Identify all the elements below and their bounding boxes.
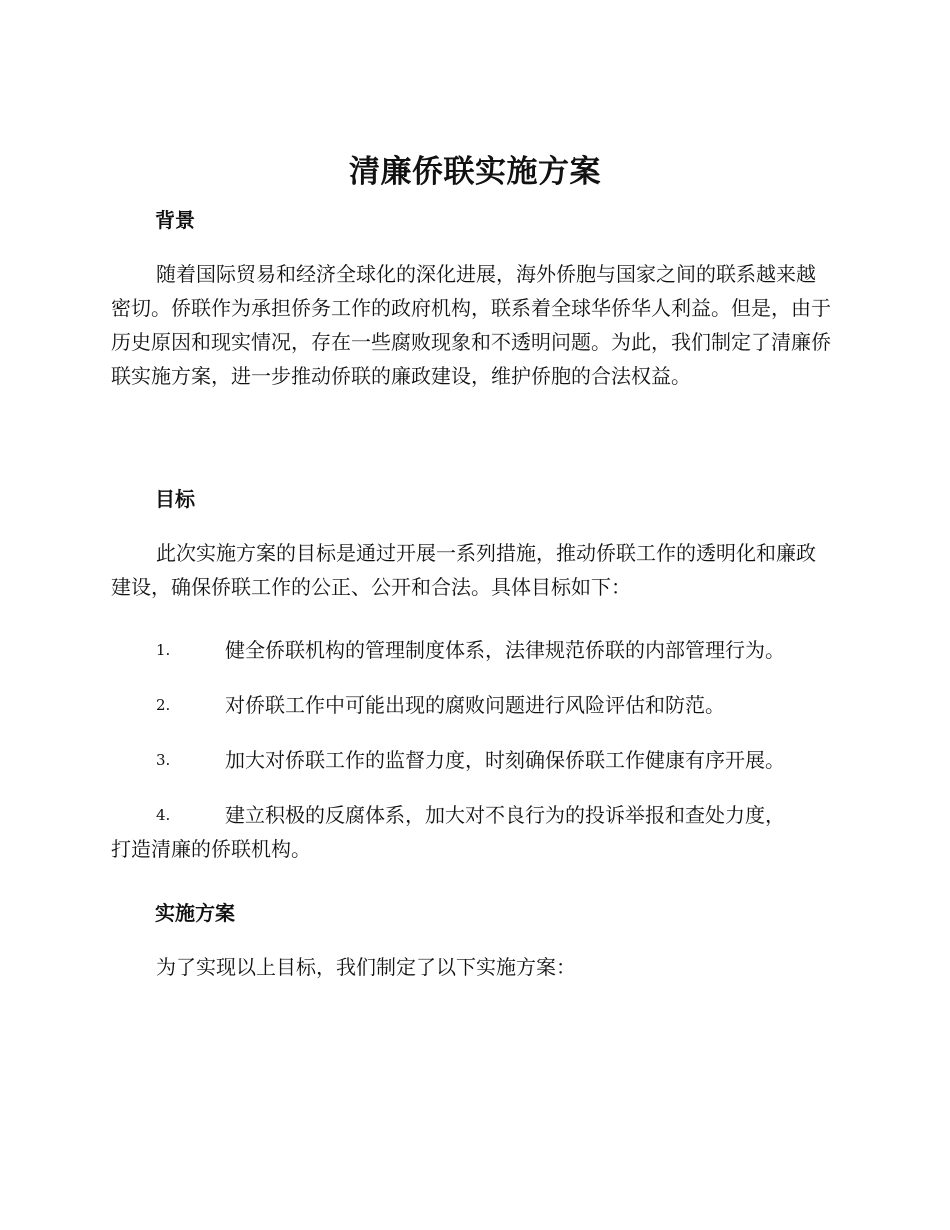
list-item-number: 3. [156,751,171,769]
list-item-continuation: 打造清廉的侨联机构。 [111,837,311,861]
goal-list-item [111,688,833,722]
document-title: 清廉侨联实施方案 [349,154,601,190]
list-item-number: 2. [156,696,171,714]
list-item-text: 加大对侨联工作的监督力度，时刻确保侨联工作健康有序开展。 [225,748,785,772]
background-paragraph: 随着国际贸易和经济全球化的深化进展，海外侨胞与国家之间的联系越来越密切。侨联作为承担侨务工作的政府机构，联系着全球华侨华人利益。但是，由于历史原因和现实情况，存在一些腐败现象和不透明问题。为此，我们制定了清廉侨联实施方案，进一步推动侨联的廉政建设，维护侨胞的合法权益。 [111,262,831,388]
list-item-text: 建立积极的反腐体系，加大对不良行为的投诉举报和查处力度， [225,803,785,827]
list-item-text: 健全侨联机构的管理制度体系，法律规范侨联的内部管理行为。 [225,638,785,662]
section-heading-goals: 目标 [155,487,195,511]
list-item-number: 4. [156,806,171,824]
goals-paragraph: 此次实施方案的目标是通过开展一系列措施，推动侨联工作的透明化和廉政建设，确保侨联工作的公正、公开和合法。具体目标如下： [111,541,816,599]
goal-list-item [111,633,833,667]
list-item-number: 1. [156,641,171,659]
goal-list-item [111,798,833,866]
section-heading-background: 背景 [155,208,195,232]
goal-list-item [111,743,833,777]
list-item-text: 对侨联工作中可能出现的腐败问题进行风险评估和防范。 [225,693,725,717]
plan-paragraph: 为了实现以上目标，我们制定了以下实施方案： [156,955,576,979]
section-heading-plan: 实施方案 [155,901,235,925]
